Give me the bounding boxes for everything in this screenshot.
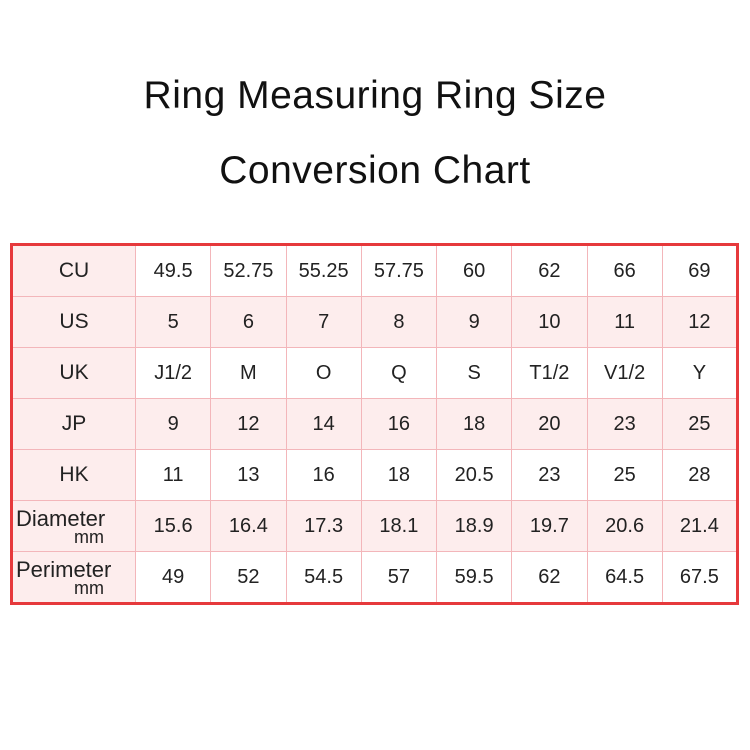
table-cell: 11 bbox=[587, 297, 662, 348]
table-cell: 9 bbox=[437, 297, 512, 348]
table-row-jp bbox=[12, 399, 738, 450]
row-label-unit: mm bbox=[74, 526, 104, 547]
ring-size-conversion-table bbox=[10, 243, 739, 605]
table-cell: T1/2 bbox=[512, 348, 587, 399]
table-cell: J1/2 bbox=[136, 348, 211, 399]
table-cell: 25 bbox=[662, 399, 737, 450]
table-cell: 57 bbox=[361, 552, 436, 604]
table-cell: 23 bbox=[587, 399, 662, 450]
table-cell: 13 bbox=[211, 450, 286, 501]
table-cell: 14 bbox=[286, 399, 361, 450]
table-cell: 23 bbox=[512, 450, 587, 501]
row-label-uk bbox=[12, 348, 136, 399]
table-cell: 52 bbox=[211, 552, 286, 604]
table-cell: 54.5 bbox=[286, 552, 361, 604]
row-label-perimeter bbox=[12, 552, 136, 604]
table-cell: 20.5 bbox=[437, 450, 512, 501]
table-cell: 16 bbox=[286, 450, 361, 501]
row-label-text: JP bbox=[61, 412, 87, 435]
table-cell: 20 bbox=[512, 399, 587, 450]
table-cell: 12 bbox=[662, 297, 737, 348]
table-cell: 57.75 bbox=[361, 245, 436, 297]
table-cell: 19.7 bbox=[512, 501, 587, 552]
table-cell: 25 bbox=[587, 450, 662, 501]
table-cell: V1/2 bbox=[587, 348, 662, 399]
row-label-text: HK bbox=[59, 463, 89, 486]
table-cell: 64.5 bbox=[587, 552, 662, 604]
table-cell: 67.5 bbox=[662, 552, 737, 604]
row-label-hk bbox=[12, 450, 136, 501]
table-cell: 6 bbox=[211, 297, 286, 348]
row-label-text: US bbox=[59, 310, 89, 333]
table-cell: 55.25 bbox=[286, 245, 361, 297]
table-cell: 17.3 bbox=[286, 501, 361, 552]
table-cell: 9 bbox=[136, 399, 211, 450]
table-cell: 52.75 bbox=[211, 245, 286, 297]
table-cell: 18 bbox=[437, 399, 512, 450]
table-cell: 5 bbox=[136, 297, 211, 348]
table-cell: 12 bbox=[211, 399, 286, 450]
page-title bbox=[0, 74, 750, 224]
row-label-unit: mm bbox=[74, 577, 104, 598]
table-cell: 11 bbox=[136, 450, 211, 501]
table-cell: 16 bbox=[361, 399, 436, 450]
table-cell: 8 bbox=[361, 297, 436, 348]
table-cell: 20.6 bbox=[587, 501, 662, 552]
row-label-text: Diameter bbox=[16, 505, 106, 531]
row-label-text: Perimeter bbox=[16, 556, 112, 582]
table-cell: O bbox=[286, 348, 361, 399]
table-cell: 18.1 bbox=[361, 501, 436, 552]
row-label-cu bbox=[12, 245, 136, 297]
table-cell: 21.4 bbox=[662, 501, 737, 552]
table-cell: 66 bbox=[587, 245, 662, 297]
row-label-us bbox=[12, 297, 136, 348]
table-cell: 49.5 bbox=[136, 245, 211, 297]
table-cell: S bbox=[437, 348, 512, 399]
table-cell: Q bbox=[361, 348, 436, 399]
table-cell: 16.4 bbox=[211, 501, 286, 552]
row-label-text: CU bbox=[58, 259, 90, 282]
table-cell: M bbox=[211, 348, 286, 399]
table-row-diameter bbox=[12, 501, 738, 552]
table-cell: 69 bbox=[662, 245, 737, 297]
table-row-hk bbox=[12, 450, 738, 501]
table-cell: 49 bbox=[136, 552, 211, 604]
table-cell: 7 bbox=[286, 297, 361, 348]
row-label-diameter bbox=[12, 501, 136, 552]
title-line-2: Conversion Chart bbox=[219, 149, 531, 192]
row-label-jp bbox=[12, 399, 136, 450]
title-line-1: Ring Measuring Ring Size bbox=[143, 74, 607, 117]
table-row-perimeter bbox=[12, 552, 738, 604]
table-cell: 10 bbox=[512, 297, 587, 348]
table-cell: Y bbox=[662, 348, 737, 399]
table-cell: 15.6 bbox=[136, 501, 211, 552]
table-cell: 60 bbox=[437, 245, 512, 297]
table-row-us bbox=[12, 297, 738, 348]
table-row-cu bbox=[12, 245, 738, 297]
row-label-text: UK bbox=[59, 361, 89, 384]
table-cell: 28 bbox=[662, 450, 737, 501]
table-cell: 18.9 bbox=[437, 501, 512, 552]
table-cell: 62 bbox=[512, 245, 587, 297]
table-cell: 59.5 bbox=[437, 552, 512, 604]
table-row-uk bbox=[12, 348, 738, 399]
table-cell: 18 bbox=[361, 450, 436, 501]
table-cell: 62 bbox=[512, 552, 587, 604]
